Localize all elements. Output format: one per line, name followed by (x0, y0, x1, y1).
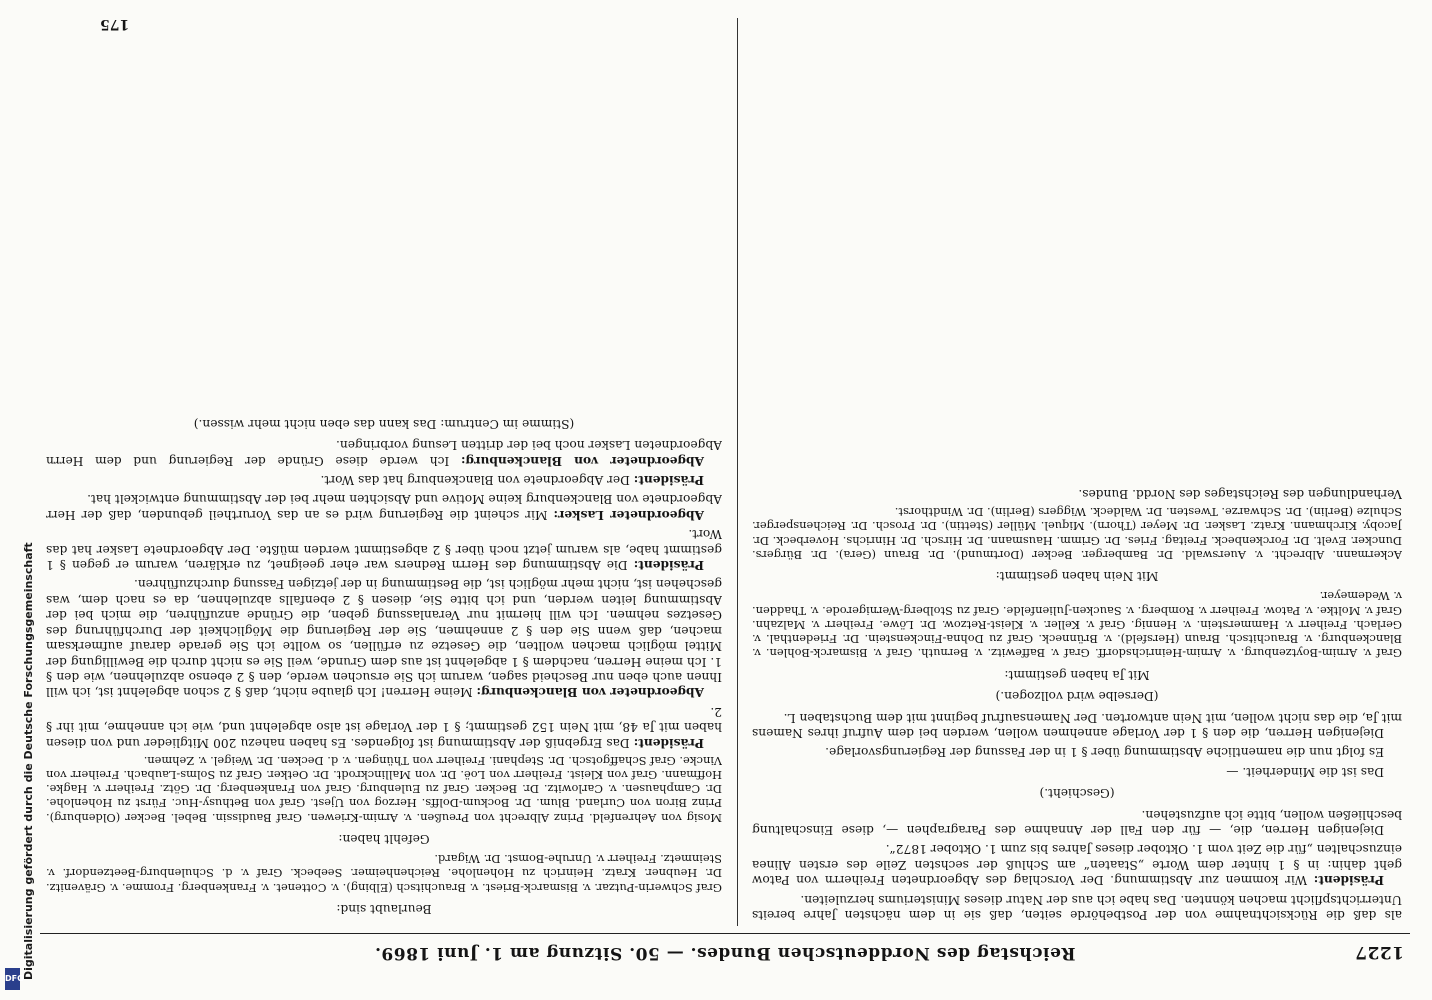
footer-note: Verhandlungen des Reichstages des Nordd. Bundes. (1078, 487, 1402, 502)
credit-text: Digitalisierung gefördert durch die Deutsche Forschungsgemeinschaft (22, 542, 35, 980)
paragraph (752, 841, 1402, 887)
stage-note: (Geschieht.) (1039, 786, 1115, 801)
name-list-leave: Graf Schwerin-Putzar. v. Bismarck-Briest. v. Brauchitsch (Elbing). v. Cottenet. v. Frankenberg. Fromme. v. Grävenitz. Dr. Heubner. Kratz. Heinrich zu Hohenlohe. Reichenheimer. Seebeck. Graf v. d. Schulenburg-Beetzendorf. v. Steinmetz. Freiherr v. Unruhe-Bomst. Dr. Wigard. (46, 852, 722, 895)
paragraph: Es folgt nun die namentliche Abstimmung über § 1 in der Fassung der Regierungsvorlage. (825, 745, 1384, 760)
section-heading: Beurlaubt sind: (336, 902, 432, 916)
paragraph (46, 472, 722, 487)
speaker-label: Präsident: (633, 558, 704, 573)
speaker-label: Abgeordneter Lasker: (553, 507, 704, 522)
paragraph: als daß die Rücksichtnahme von der Postbehörde seiten, daß sie in dem nächsten Jahre bereits Unterrichtspflicht machen könnten. Das habe ich aus der Natur dieses Ministeriums herzuleiten. (752, 892, 1402, 922)
section-heading: Mit Nein haben gestimmt: (995, 569, 1159, 584)
paragraph-text: Meine Herren! Ich glaube nicht, daß § 2 schon abgelehnt ist, ich will Ihnen auch eben nur Bescheid sagen, warum ich Sie ersuchen werde, den § 2 ebenso abzulehnen, wie den § 1. Ich meine Herren, nachdem § 1 abgelehnt ist aus dem Grunde, weil Sie es nicht durch die Bewilligung der Mittel möglich machen wollten, die Gesetze zu erfüllen, so wollte ich Sie gerade darauf aufmerksam machen, daß wenn Sie den § 2 annehmen, Sie der Regierung die Möglichkeit der Durchführung des Gesetzes nehmen. Ich will hiermit nur Veranlassung geben, die Gründe anzuführen, die mich bei der Abstimmung leiten werden, und ich bitte Sie, diesen § 2 ebenfalls abzulehnen, da es nach dem, was geschehen ist, nicht mehr möglich ist, die Bestimmung in der jetzigen Fassung durchzuführen. (46, 577, 722, 700)
paragraph (46, 437, 722, 468)
paragraph-text: Ich werde diese Gründe der Regierung und dem Herrn Abgeordneten Lasker noch bei der dritten Lesung vorbringen. (46, 438, 722, 468)
speaker-label: Abgeordneter von Blanckenburg: (461, 453, 704, 468)
section-heading: Gefehlt haben: (338, 831, 430, 846)
dfg-logo-icon: DFG (5, 968, 20, 990)
speaker-label: Präsident: (633, 473, 704, 488)
page-header (40, 933, 1410, 970)
stage-note: (Stimme im Centrum: Das kann das eben nicht mehr wissen.) (193, 416, 575, 431)
stage-note: (Derselbe wird vollzogen.) (995, 689, 1159, 704)
paragraph (46, 703, 722, 749)
paragraph-text: Die Abstimmung des Herrn Redners war eher geeignet, zu erklären, warum er gegen § 1 gestimmt habe, als warum jetzt noch über § 2 abgestimmt werden müßte. Der Abgeordnete Lasker hat das Wort. (46, 527, 722, 573)
paragraph-text: Wir kommen zur Abstimmung. Der Vorschlag des Abgeordneten Freiherrn von Patow geht dahin: in § 1 hinter dem Worte „Staaten“ am Schluß der sechsten Zeile des ersten Alinea einzuschalten „für die Zeit vom 1. Oktober dieses Jahres bis zum 1. Oktober 1872“. (752, 842, 1402, 888)
paragraph: Diejenigen Herren, die, — für den Fall der Annahme des Paragraphen —, diese Einschaltung beschließen wollen, bitte ich aufzustehen. (752, 807, 1402, 837)
page-sheet (40, 18, 1410, 970)
paragraph-text: Mir scheint die Regierung wird es an das Vorurtheil gebunden, daß der Herr Abgeordnete von Blanckenburg keine Motive und Absichten mehr bei der Abstimmung entwickelt hat. (46, 492, 722, 522)
paragraph-text: Der Abgeordnete von Blanckenburg hat das Wort. (320, 473, 630, 488)
paragraph (46, 491, 722, 522)
speaker-label: Präsident: (633, 735, 704, 750)
paragraph: Diejenigen Herren, die den § 1 der Vorlage annehmen wollen, werden bei dem Aufruf ihres Namens mit Ja, die das nicht wollen, mit Nein antworten. Der Namensaufruf beginnt mit dem Buchstaben L. (752, 710, 1402, 740)
signature-mark: 175 (100, 16, 130, 32)
left-column (752, 18, 1402, 922)
speaker-label: Präsident: (1313, 873, 1384, 888)
name-list-yes: Graf v. Arnim-Boytzenburg. v. Arnim-Heinrichsdorff. Graf v. Baffewitz. v. Bernuth. Graf v. Bismarck-Bohlen. v. Blanckenburg. v. Brauchitsch. Braun (Hersfeld). v. Brünneck. Graf zu Dohna-Finckenstein. Dr. Friedenthal. v. Gerlach. Freiherr v. Hammerstein. v. Hennig. Graf v. Keller. v. Kleist-Retzow. Dr. Löwe. Freiherr v. Malzahn. Graf v. Moltke. v. Patow. Freiherr v. Romberg. v. Saucken-Julienfelde. Graf zu Stolberg-Wernigerode. v. Thadden. v. Wedemeyer. (752, 589, 1402, 661)
right-column (46, 18, 722, 922)
name-list-no: Ackermann. Albrecht. v. Auerswald. Dr. Bamberger. Becker (Dortmund). Dr. Braun (Gera). Dr. Bürgers. Duncker. Evelt. Dr. Forckenbeck. Freitag. Fries. Dr. Grimm. Hausmann. Dr. Hirsch. Dr. Hinrichs. Hoverbeck. Dr. Jacoby. Kirchmann. Kratz. Lasker. Dr. Meyer (Thorn). Miquel. Müller (Stettin). Dr. Prosch. Dr. Reichensperger. Schulze (Berlin). Dr. Schwarze. Twesten. Dr. Waldeck. Wiggers (Berlin). Dr. Windthorst. (752, 505, 1402, 562)
page-number: 1227 (1354, 942, 1404, 962)
paragraph-text: Das Ergebniß der Abstimmung ist folgendes. Es haben nahezu 200 Mitglieder und von diesen haben mit Ja 48, mit Nein 152 gestimmt; § 1 der Vorlage ist also abgelehnt und, wie ich annehme, mit ihr § 2. (46, 704, 722, 750)
column-divider (737, 18, 738, 926)
section-heading: Mit Ja haben gestimmt: (1004, 667, 1150, 682)
speaker-label: Abgeordneter von Blanckenburg: (476, 685, 704, 700)
paragraph (46, 526, 722, 572)
name-list-absent: Mosig von Aehrenfeld. Prinz Albrecht von Preußen. v. Arnim-Kriewen. Graf Baudissin. Bebel. Becker (Oldenburg). Prinz Biron von Curland. Blum. Dr. Bockum-Dolffs. Herzog von Ujest. Graf von Bethusy-Huc. Fürst zu Hohenlohe. Dr. Camphausen. v. Carlowitz. Dr. Becker. Graf zu Eulenburg. Graf von Frankenberg. Dr. Götz. Freiherr v. Hagke. Hoffmann. Graf von Kleist. Freiherr von Loë. Dr. von Mallinckrodt. Dr. Oetker. Graf zu Solms-Laubach. Freiherr von Vincke. Graf Schaffgotsch. Dr. Stephani. Freiherr von Thüngen. v. d. Decken. Dr. Weigel. v. Zehmen. (46, 753, 722, 825)
page-title: Reichstag des Norddeutschen Bundes. — 50. Sitzung am 1. Juni 1869. (374, 943, 1076, 963)
paragraph: Das ist die Minderheit. — (1226, 764, 1384, 779)
dfg-credit (2, 300, 35, 1000)
paragraph (46, 576, 722, 699)
